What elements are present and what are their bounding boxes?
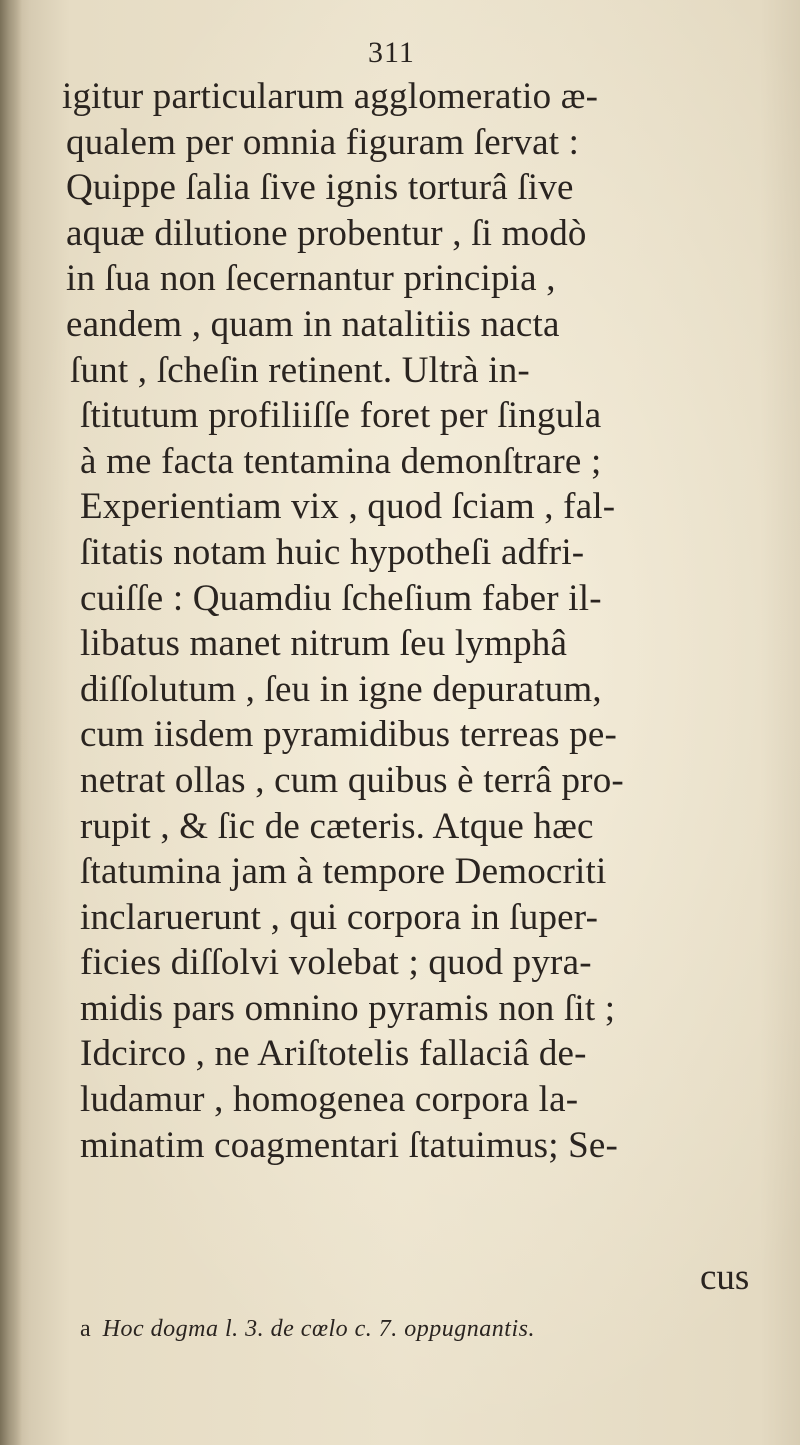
footnote-text: Hoc dogma l. 3. de cœlo c. 7. oppugnantis.: [102, 1316, 535, 1342]
text-line: Quippe ſalia ſive ignis torturâ ſive: [66, 167, 574, 209]
text-line: cum iisdem pyramidibus terreas pe-: [80, 714, 617, 756]
text-line: ſitatis notam huic hypotheſi adfri-: [80, 531, 585, 573]
page-number: 311: [368, 36, 415, 69]
text-line: ſtatumina jam à tempore Democriti: [80, 851, 607, 893]
text-line: inclaruerunt , qui corpora in ſuper-: [80, 896, 599, 938]
text-line: Experientiam vix , quod ſciam , fal-: [80, 486, 616, 528]
text-line: à me facta tentamina demonſtrare ;: [80, 440, 602, 482]
text-line: netrat ollas , cum quibus è terrâ pro-: [80, 759, 624, 801]
text-line: ludamur , homogenea corpora la-: [80, 1079, 579, 1121]
text-line: diſſolutum , ſeu in igne depuratum,: [80, 668, 602, 710]
text-line: Idcirco , ne Ariſtotelis fallaciâ de-: [80, 1033, 587, 1075]
text-line: eandem , quam in natalitiis nacta: [66, 303, 560, 345]
text-line: cuiſſe : Quamdiu ſcheſium faber il-: [80, 577, 602, 619]
text-line: ſtitutum profiliiſſe foret per ſingula: [80, 395, 602, 437]
body-text: [62, 74, 774, 1168]
text-line: igitur particularum agglomeratio æ-: [62, 76, 599, 117]
text-line: ficies diſſolvi volebat ; quod pyra-: [80, 942, 592, 984]
footnote-marker: a: [80, 1316, 91, 1342]
text-line: rupit , & ſic de cæteris. Atque hæc: [80, 805, 594, 847]
footnote: [80, 1316, 535, 1343]
text-line: aquæ dilutione probentur , ſi modò: [66, 212, 587, 254]
text-line: midis pars omnino pyramis non ſit ;: [80, 987, 616, 1029]
text-line: in ſua non ſecernantur principia ,: [66, 258, 556, 300]
text-line: ſunt , ſcheſin retinent. Ultrà in-: [70, 349, 530, 391]
catchword: cus: [700, 1257, 750, 1298]
text-line: minatim coagmentari ſtatuimus; Se-: [80, 1124, 619, 1166]
text-line: qualem per omnia figuram ſervat :: [66, 121, 580, 163]
text-line: libatus manet nitrum ſeu lymphâ: [80, 623, 568, 665]
page-gutter: [0, 0, 22, 1445]
